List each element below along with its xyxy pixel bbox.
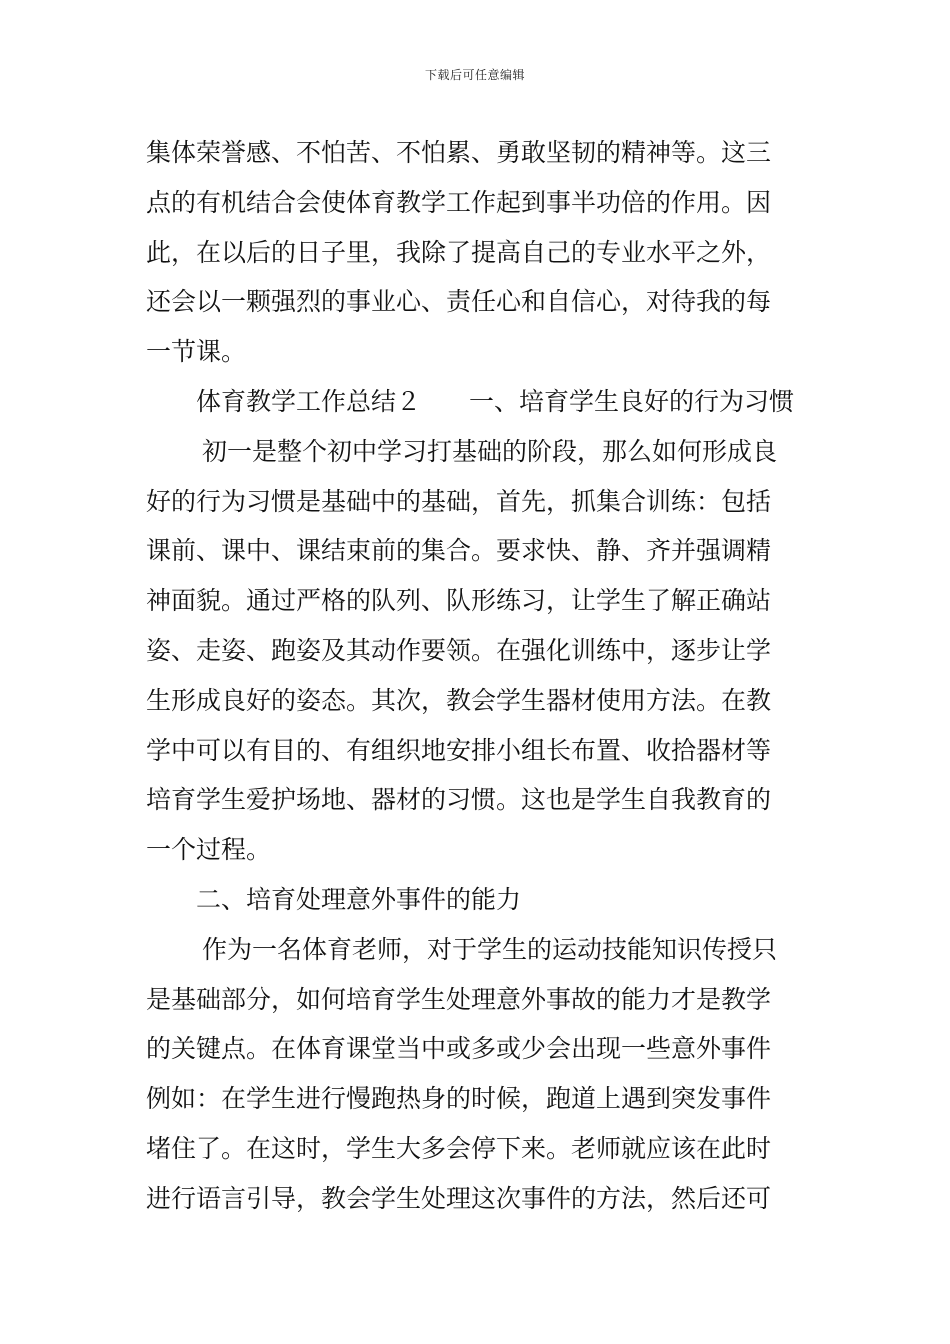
document-title: 体育教学工作总结２ — [196, 386, 422, 416]
paragraph-line: 课前、课中、课结束前的集合。要求快、静、齐并强调精 — [146, 536, 772, 566]
paragraph-line: 进行语言引导，教会学生处理这次事件的方法，然后还可 — [146, 1183, 772, 1213]
document-body — [146, 128, 816, 1224]
section-heading: 一、培育学生良好的行为习惯 — [469, 386, 795, 416]
paragraph-line: 例如：在学生进行慢跑热身的时候，跑道上遇到突发事件 — [146, 1084, 772, 1114]
paragraph-line: 作为一名体育老师，对于学生的运动技能知识传授只 — [202, 934, 778, 964]
paragraph-line: 一节课。 — [146, 337, 247, 367]
paragraph-line: 神面貌。通过严格的队列、队形练习，让学生了解正确站 — [146, 586, 772, 616]
paragraph-line: 集体荣誉感、不怕苦、不怕累、勇敢坚韧的精神等。这三 — [146, 138, 772, 167]
paragraph-line: 此，在以后的日子里，我除了提高自己的专业水平之外， — [146, 237, 772, 267]
header-note: 下载后可任意编辑 — [424, 68, 525, 82]
paragraph-line: 初一是整个初中学习打基础的阶段，那么如何形成良 — [202, 436, 778, 466]
paragraph-line: 学中可以有目的、有组织地安排小组长布置、收拾器材等 — [146, 735, 772, 765]
paragraph-line: 培育学生爱护场地、器材的习惯。这也是学生自我教育的 — [146, 785, 772, 815]
paragraph-line: 姿、走姿、跑姿及其动作要领。在强化训练中，逐步让学 — [146, 635, 772, 665]
paragraph-line: 生形成良好的姿态。其次，教会学生器材使用方法。在教 — [146, 685, 772, 715]
paragraph-line: 是基础部分，如何培育学生处理意外事故的能力才是教学 — [146, 984, 772, 1014]
paragraph-line: 点的有机结合会使体育教学工作起到事半功倍的作用。因 — [146, 187, 772, 217]
paragraph-line: 一个过程。 — [146, 835, 272, 865]
paragraph-line: 还会以一颗强烈的事业心、责任心和自信心，对待我的每 — [146, 287, 772, 317]
section-heading: 二、培育处理意外事件的能力 — [196, 884, 522, 914]
section-heading-line — [146, 377, 816, 427]
paragraph-line: 堵住了。在这时，学生大多会停下来。老师就应该在此时 — [146, 1133, 772, 1163]
paragraph-line: 的关键点。在体育课堂当中或多或少会出现一些意外事件 — [146, 1034, 772, 1064]
paragraph-line: 好的行为习惯是基础中的基础，首先，抓集合训练：包括 — [146, 486, 772, 516]
